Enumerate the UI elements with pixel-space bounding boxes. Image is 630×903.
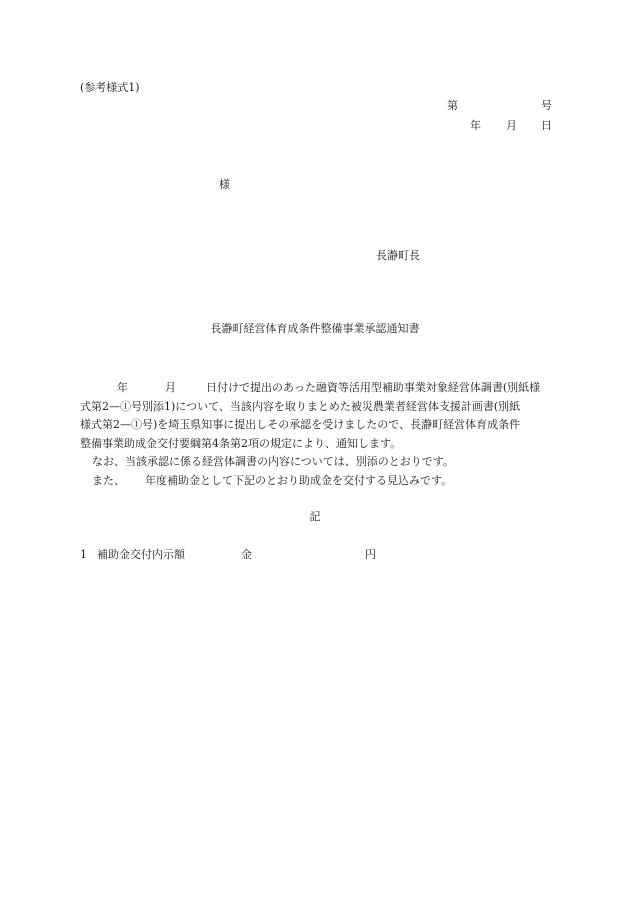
doc-number-suffix: 号	[541, 99, 552, 112]
body-line: なお、当該承認に係る経営体調書の内容については、別添のとおりです。	[92, 455, 454, 468]
item-amount-unit: 円	[365, 548, 376, 561]
body-line-prefix: また、	[92, 473, 125, 487]
body-line	[80, 379, 550, 398]
item-amount-prefix: 金	[241, 548, 252, 561]
body-line: 式第2—①号別添1)について、当該内容を取りまとめた被災農業者経営体支援計画書(別紙	[80, 399, 521, 413]
body-line: 整備事業助成金交付要綱第4条第2項の規定により、通知します。	[80, 436, 402, 450]
form-label: (参考様式1)	[80, 81, 140, 94]
body-year-label: 年	[117, 381, 128, 394]
recipient-honorific: 様	[219, 178, 230, 191]
body-month-label: 月	[165, 381, 176, 394]
body-line	[80, 472, 550, 491]
issuer-name: 長瀞町長	[376, 249, 420, 262]
body-text	[80, 379, 550, 490]
body-line: 様式第2—①号)を埼玉県知事に提出しその承認を受けましたので、長瀞町経営体育成条件	[80, 418, 521, 431]
document-title: 長瀞町経営体育成条件整備事業承認通知書	[210, 322, 420, 335]
body-line-text: 年度補助金として下記のとおり助成金を交付する見込みです。	[145, 473, 453, 487]
date-year-label: 年	[470, 119, 481, 132]
item-label: 補助金交付内示額	[97, 548, 185, 561]
doc-number-prefix: 第	[447, 99, 458, 112]
body-line-text: 日付けで提出のあった融資等活用型補助事業対象経営体調書(別紙様	[206, 381, 541, 394]
ki-heading: 記	[309, 510, 321, 523]
item-number: 1	[80, 548, 87, 561]
date-day-label: 日	[541, 119, 552, 132]
date-month-label: 月	[506, 119, 517, 132]
